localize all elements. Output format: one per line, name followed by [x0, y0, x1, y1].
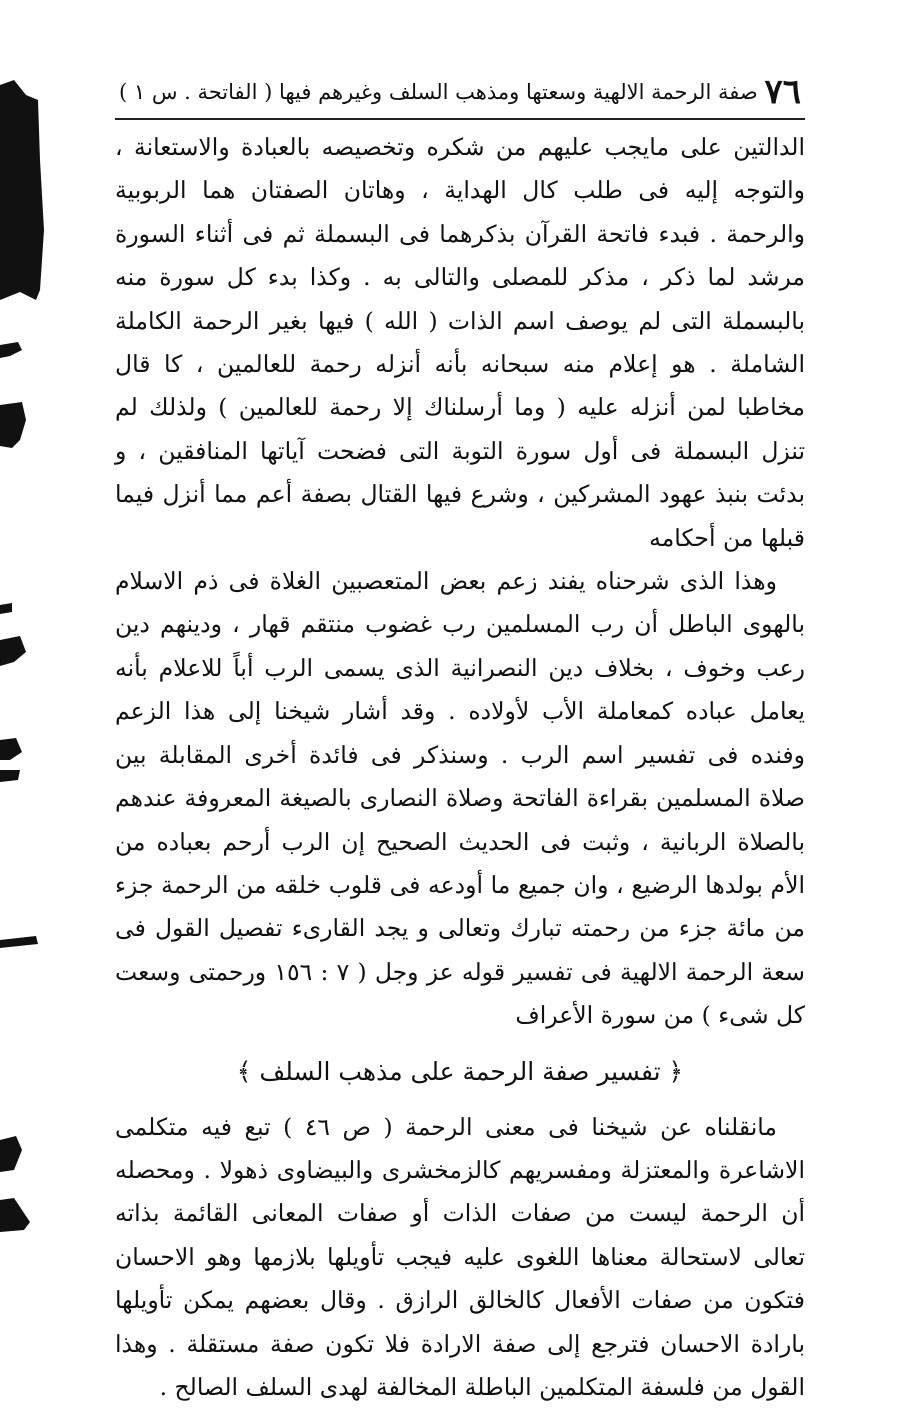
- paragraph-2: وهذا الذى شرحناه يفند زعم بعض المتعصبين الغلاة فى ذم الاسلام بالهوى الباطل أن رب المسلمين رب غضوب منتقم قهار ، ودينهم دين رعب وخوف ، بخلاف دين النصرانية الذى يسمى الرب أباً للاعلام بأنه يعامل عباده كمعاملة الأب لأولاده . وقد أشار شيخنا إلى هذا الزعم وفنده فى تفسير اسم الرب . وسنذكر فى فائدة أخرى المقابلة بين صلاة المسلمين بقراءة الفاتحة وصلاة النصارى بالصيغة المعروفة عندهم بالصلاة الربانية ، وثبت فى الحديث الصحيح إن الرب أرحم بعباده من الأم بولدها الرضيع ، وان جميع ما أودعه فى قلوب خلقه من الرحمة جزء من مائة جزء من رحمته تبارك وتعالى و يجد القارىء تفصيل القول فى سعة الرحمة الالهية فى تفسير قوله عز وجل ( ٧ : ١٥٦ ورحمتى وسعت كل شىء ) من سورة الأعراف: [115, 567, 806, 1030]
- paragraph-1: الدالتين على مايجب عليهم من شكره وتخصيصه بالعبادة والاستعانة ، والتوجه إليه فى طلب كال الهداية ، وهاتان الصفتان هما الربوبية والرحمة . فبدء فاتحة القرآن بذكرهما فى البسملة ثم فى أثناء السورة مرشد لما ذكر ، مذكر للمصلى والتالى به . وكذا بدء كل سورة منه بالبسملة التى لم يوصف اسم الذات ( الله ) فيها بغير الرحمة الكاملة الشاملة . هو إعلام منه سبحانه بأنه أنزله رحمة للعالمين ، كا قال مخاطبا لمن أنزله عليه ( وما أرسلناك إلا رحمة للعالمين ) ولذلك لم تنزل البسملة فى أول سورة التوبة التى فضحت آياتها المنافقين ، و بدئت بنبذ عهود المشركين ، وشرع فيها القتال بصفة أعم مما أنزل فيما قبلها من أحكامه: [115, 133, 805, 552]
- running-title: صفة الرحمة الالهية وسعتها ومذهب السلف وغيرهم فيها ( الفاتحة . س ١ ): [119, 80, 758, 104]
- header-rule: [115, 118, 805, 120]
- paragraph-3: مانقلناه عن شيخنا فى معنى الرحمة ( ص ٤٦ ) تبع فيه متكلمى الاشاعرة والمعتزلة ومفسريهم كالزمخشرى والبيضاوى ذهولا . ومحصله أن الرحمة ليست من صفات الذات أو صفات المعانى القائمة بذاته تعالى لاستحالة معناها اللغوى عليه فيجب تأويلها بلازمها وهو الاحسان فتكون من صفات الأفعال كالخالق الرازق . وقال بعضهم يمكن تأويلها بارادة الاحسان فترجع إلى صفة الارادة فلا تكون صفة مستقلة . وهذا القول من فلسفة المتكلمين الباطلة المخالفة لهدى السلف الصالح .: [115, 1112, 805, 1401]
- book-page: [115, 70, 805, 1409]
- page-number: ٧٦: [764, 72, 801, 112]
- page-header: [115, 70, 805, 114]
- section-subheading: ﴿ تفسير صفة الرحمة على مذهب السلف ﴾: [236, 1056, 684, 1086]
